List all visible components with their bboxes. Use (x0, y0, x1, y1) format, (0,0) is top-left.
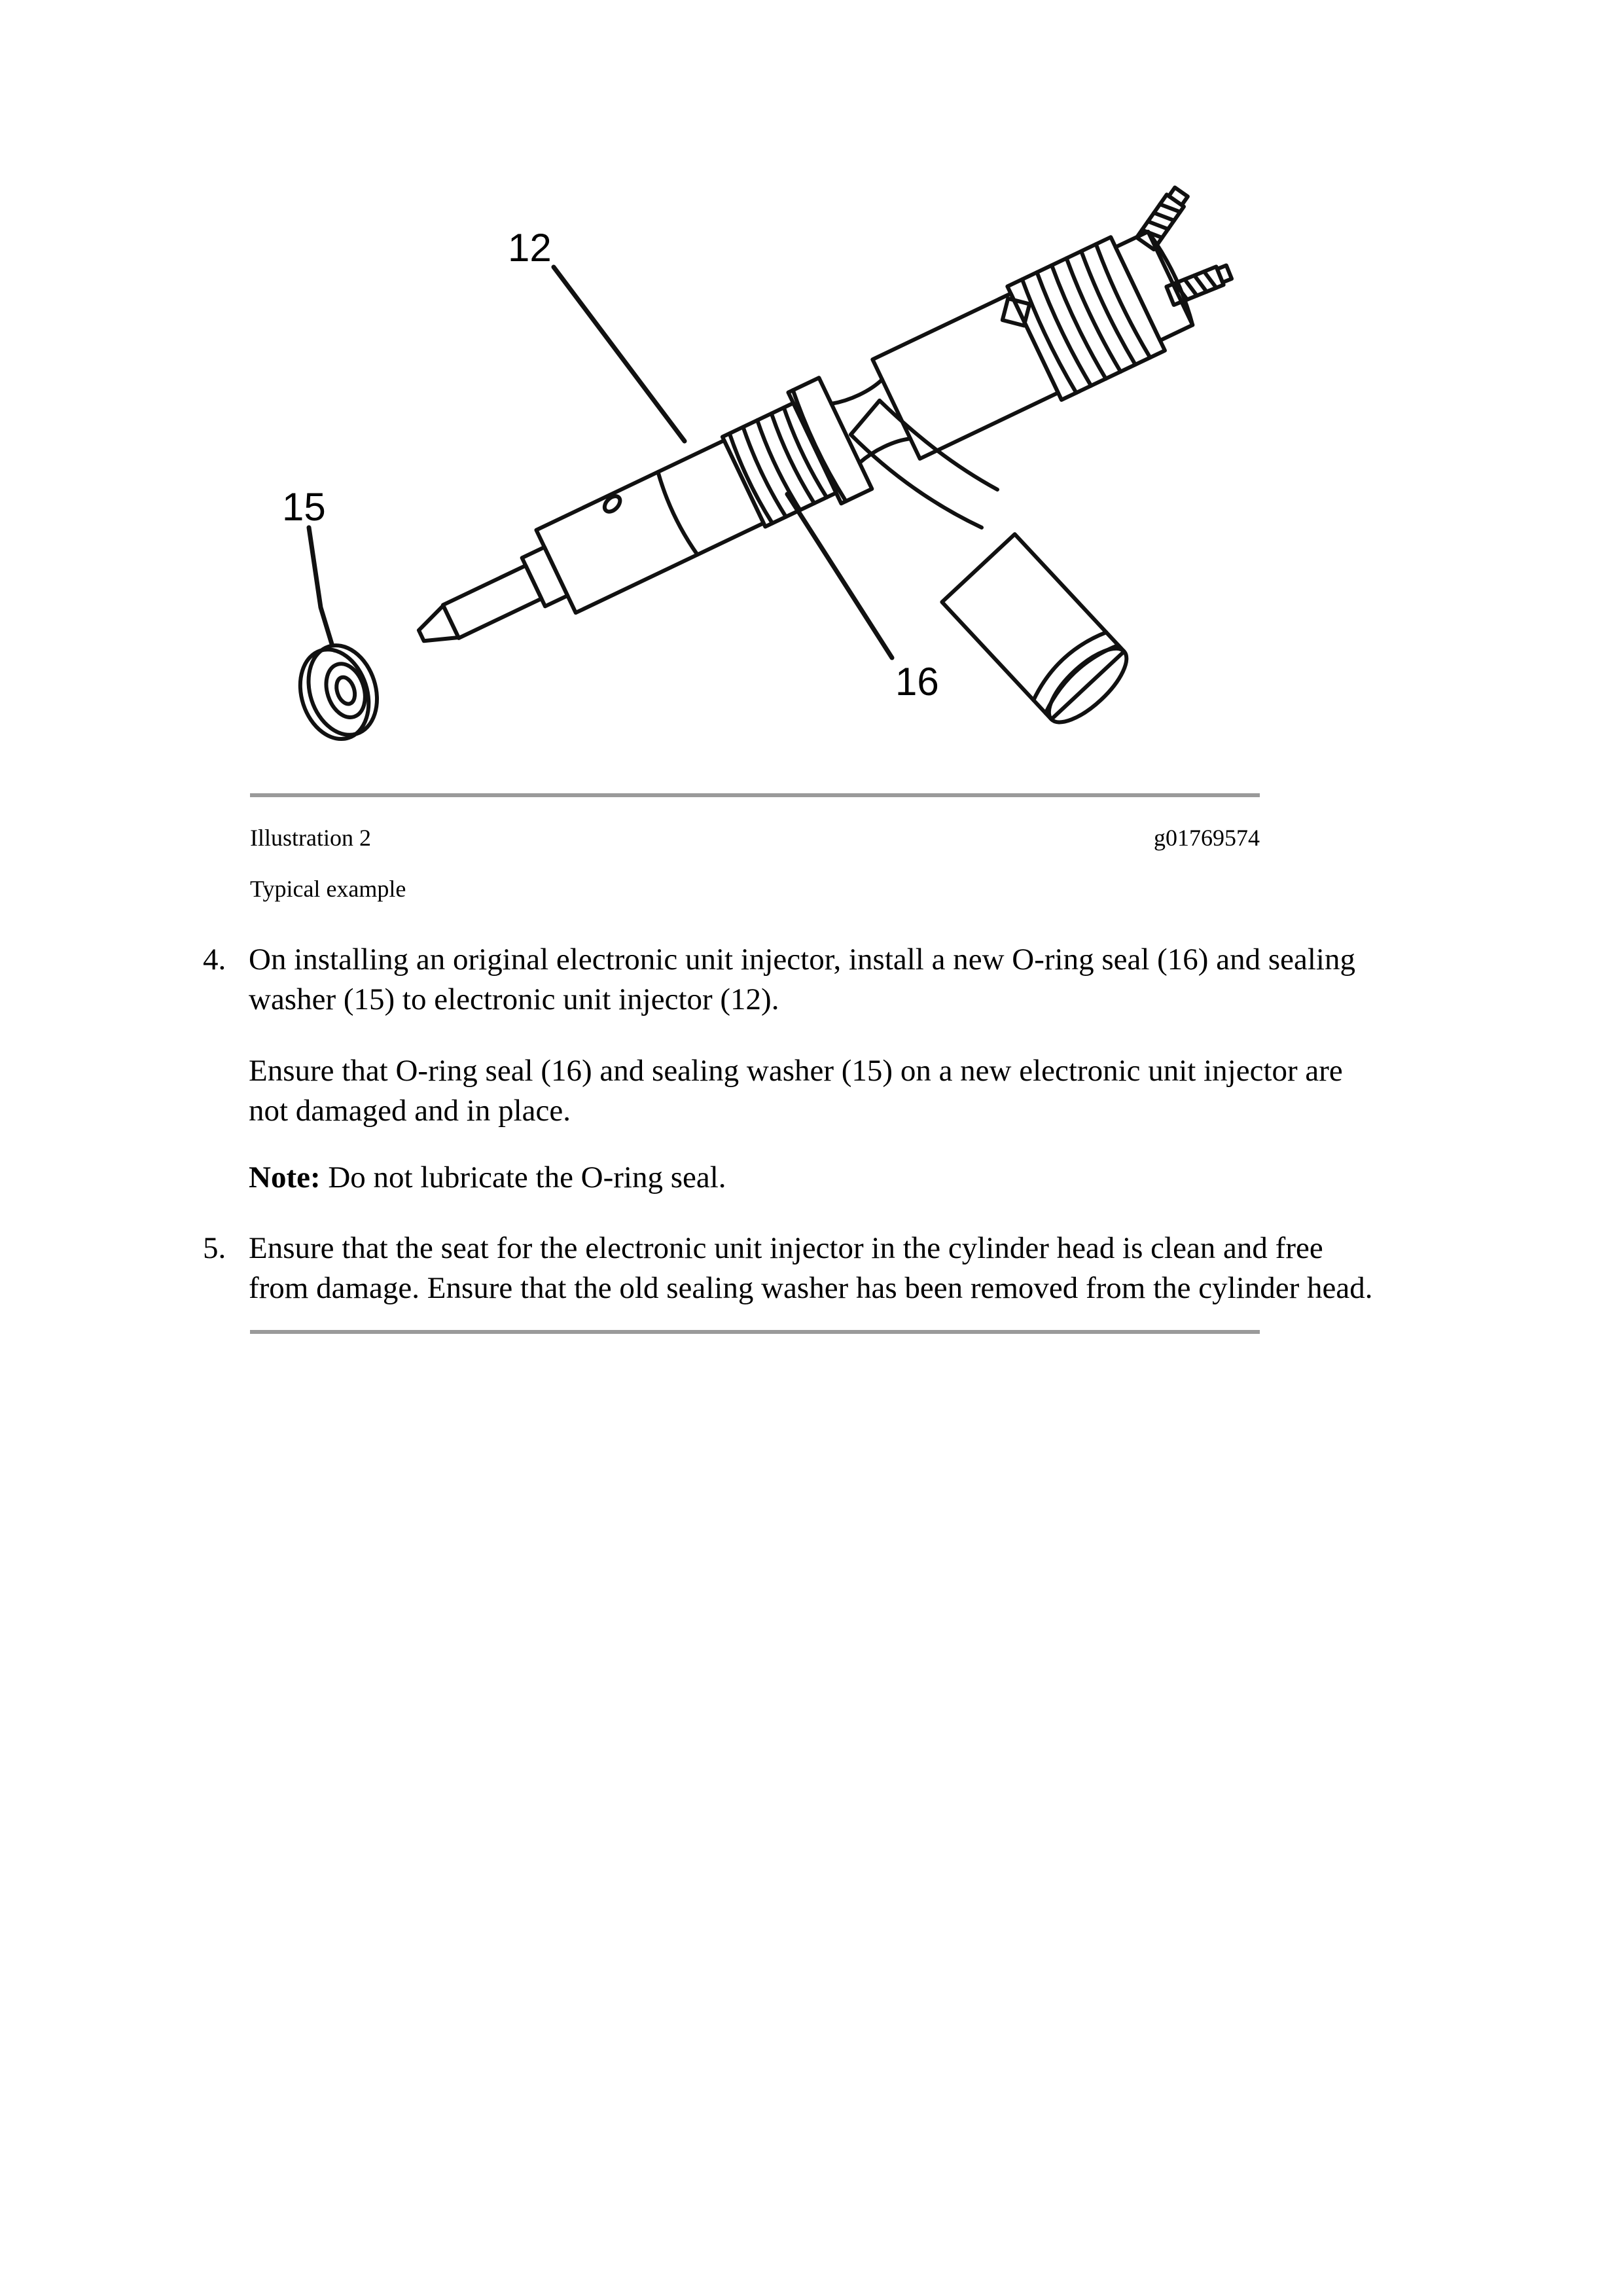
injector-drawing (394, 219, 1202, 692)
step-5-line-2: from damage. Ensure that the old sealing washer has been removed from the cylinder head. (249, 1271, 1373, 1305)
step-4-line-2: washer (15) to electronic unit injector (12). (249, 982, 779, 1016)
yoke-end-line (851, 401, 880, 435)
connector-drawing (942, 534, 1137, 734)
callout-16-leader (787, 494, 892, 658)
terminal-stud-upper (1137, 186, 1190, 249)
note-line (249, 1158, 726, 1198)
section-divider-bottom (250, 1330, 1260, 1334)
figure-caption-subtitle: Typical example (250, 876, 406, 902)
callout-16-label: 16 (895, 660, 939, 704)
figure-caption-row (250, 823, 1260, 852)
callout-15-leader (309, 528, 332, 644)
injector-tip (414, 605, 458, 651)
connector-barrel (942, 534, 1124, 719)
step-4-para2-line-2: not damaged and in place. (249, 1094, 571, 1128)
step-4-line-1: On installing an original electronic unit injector, install a new O-ring seal (16) and sealing (249, 942, 1355, 977)
step-5-marker: 5. (203, 1231, 226, 1265)
injector-body-edge-line (654, 472, 698, 556)
terminal-stud-lower (1166, 263, 1232, 305)
washer-mid (320, 659, 372, 723)
injector-nozzle (443, 565, 541, 638)
step-5-line-1: Ensure that the seat for the electronic unit injector in the cylinder head is clean and free (249, 1231, 1323, 1265)
injector-figure (249, 157, 1283, 785)
callout-12-leader (554, 267, 685, 441)
figure-divider-top (250, 793, 1260, 797)
injector-body (536, 440, 763, 613)
step-4-marker: 4. (203, 942, 226, 977)
note-label: Note: (249, 1160, 321, 1194)
callout-15-label: 15 (282, 485, 326, 529)
stud-knurl-lines (1142, 200, 1180, 242)
connector-surface-line (1027, 625, 1106, 700)
note-text: Do not lubricate the O-ring seal. (320, 1160, 726, 1194)
sealing-washer-drawing (289, 636, 388, 747)
stud-cap (1217, 265, 1232, 282)
stud-cap (1169, 187, 1188, 205)
figure-caption-code: g01769574 (1154, 825, 1260, 851)
figure-caption-title: Illustration 2 (250, 825, 371, 851)
yoke-drawing (851, 401, 997, 528)
washer-hole (333, 675, 358, 706)
callout-12-label: 12 (508, 226, 552, 270)
step-4-para2-line-1: Ensure that O-ring seal (16) and sealing washer (15) on a new electronic unit injector are (249, 1054, 1343, 1088)
injector-upper-housing (872, 293, 1058, 458)
